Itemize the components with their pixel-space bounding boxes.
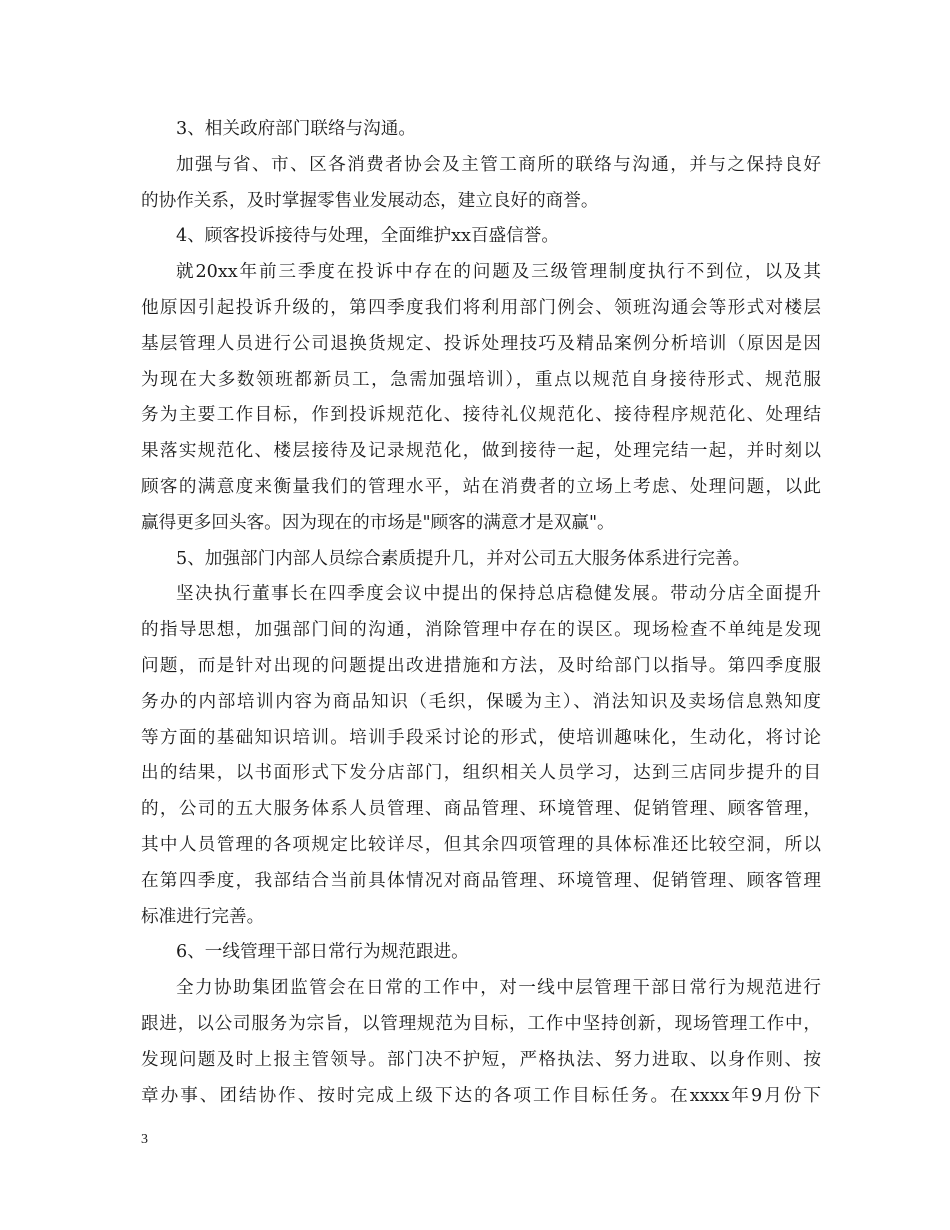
text-line: 的协作关系，及时掌握零售业发展动态，建立良好的商誉。 [141, 190, 599, 211]
text-line: 出的结果，以书面形式下发分店部门，组织相关人员学习，达到三店同步提升的目 [141, 763, 821, 784]
text-line: 果落实规范化、楼层接待及记录规范化，做到接待一起，处理完结一起，并时刻以 [141, 441, 821, 462]
text-line: 发现问题及时上报主管领导。部门决不护短，严格执法、努力进取、以身作则、按 [141, 1049, 821, 1070]
text-line: 5、加强部门内部人员综合素质提升几，并对公司五大服务体系进行完善。 [176, 548, 751, 569]
text-line: 章办事、团结协作、按时完成上级下达的各项工作目标任务。在xxxx年9月份下 [141, 1085, 821, 1106]
text-line: 在第四季度，我部结合当前具体情况对商品管理、环境管理、促销管理、顾客管理 [141, 870, 821, 891]
text-line: 3、相关政府部门联络与沟通。 [176, 119, 416, 139]
text-line: 的指导思想，加强部门间的沟通，消除管理中存在的误区。现场检查不单纯是发现 [141, 620, 821, 641]
page-number: 3 [141, 1132, 148, 1147]
text-line: 等方面的基础知识培训。培训手段采讨论的形式，使培训趣味化，生动化，将讨论 [141, 727, 821, 748]
text-line: 6、一线管理干部日常行为规范跟进。 [176, 942, 469, 963]
text-line: 务为主要工作目标，作到投诉规范化、接待礼仪规范化、接待程序规范化、处理结 [141, 405, 821, 426]
body-text [141, 112, 821, 1114]
text-line: 的，公司的五大服务体系人员管理、商品管理、环境管理、促销管理、顾客管理， [141, 799, 821, 820]
text-line: 4、顾客投诉接待与处理，全面维护xx百盛信誉。 [176, 226, 559, 247]
text-line: 加强与省、市、区各消费者协会及主管工商所的联络与沟通，并与之保持良好 [176, 154, 821, 175]
text-line: 问题，而是针对出现的问题提出改进措施和方法，及时给部门以指导。第四季度服 [141, 655, 821, 676]
text-line: 赢得更多回头客。因为现在的市场是"顾客的满意才是双赢"。 [141, 512, 615, 533]
text-line: 就20xx年前三季度在投诉中存在的问题及三级管理制度执行不到位，以及其 [176, 262, 821, 283]
text-line: 跟进，以公司服务为宗旨，以管理规范为目标，工作中坚持创新，现场管理工作中， [141, 1013, 821, 1034]
text-line: 务办的内部培训内容为商品知识（毛织，保暖为主）、消法知识及卖场信息熟知度 [141, 691, 821, 712]
text-line: 顾客的满意度来衡量我们的管理水平，站在消费者的立场上考虑、处理问题，以此 [141, 476, 821, 497]
text-line: 他原因引起投诉升级的，第四季度我们将利用部门例会、领班沟通会等形式对楼层 [141, 297, 821, 318]
text-line: 基层管理人员进行公司退换货规定、投诉处理技巧及精品案例分析培训（原因是因 [141, 333, 821, 354]
text-line: 其中人员管理的各项规定比较详尽，但其余四项管理的具体标准还比较空洞，所以 [141, 834, 821, 855]
text-line: 标准进行完善。 [141, 906, 265, 927]
text-line: 坚决执行董事长在四季度会议中提出的保持总店稳健发展。带动分店全面提升 [176, 584, 821, 605]
text-line: 为现在大多数领班都新员工，急需加强培训），重点以规范自身接待形式、规范服 [141, 369, 821, 390]
text-line: 全力协助集团监管会在日常的工作中，对一线中层管理干部日常行为规范进行 [176, 978, 821, 999]
